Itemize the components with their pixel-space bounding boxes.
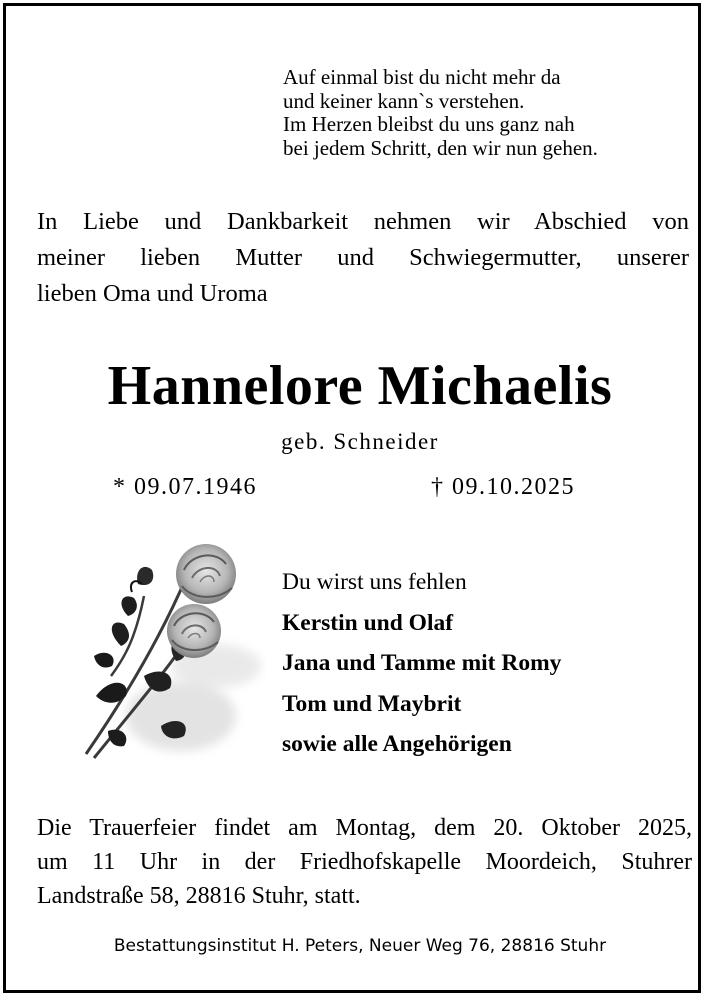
deceased-name: Hannelore Michaelis — [107, 355, 613, 417]
undertaker-address: Bestattungsinstitut H. Peters, Neuer Weg 76, 28816 Stuhr — [113, 936, 607, 956]
intro-line: meiner lieben Mutter und Schwiegermutter, unserer — [37, 244, 689, 271]
intro-text — [37, 204, 689, 312]
poem-line: bei jedem Schritt, den wir nun gehen. — [283, 135, 598, 160]
ceremony-info — [37, 811, 692, 913]
ceremony-line: Die Trauerfeier findet am Montag, dem 20. Oktober 2025, — [37, 815, 692, 841]
farewell-line: Du wirst uns fehlen — [282, 569, 467, 595]
obituary-frame — [3, 3, 701, 993]
family-member: Tom und Maybrit — [282, 690, 462, 717]
family-member: sowie alle Angehörigen — [282, 731, 512, 757]
death-date: † 09.10.2025 — [431, 474, 575, 500]
poem-line: und keiner kann`s verstehen. — [283, 88, 525, 113]
ceremony-line: um 11 Uhr in der Friedhofskapelle Moordeich, Stuhrer — [37, 849, 692, 875]
ceremony-line: Landstraße 58, 28816 Stuhr, statt. — [37, 883, 361, 909]
maiden-name: geb. Schneider — [281, 429, 439, 454]
family-signatures — [282, 562, 702, 765]
poem-line: Im Herzen bleibst du uns ganz nah — [283, 112, 575, 136]
family-member: Kerstin und Olaf — [282, 609, 454, 636]
poem — [283, 66, 683, 160]
intro-line: In Liebe und Dankbarkeit nehmen wir Abschied von — [37, 208, 689, 235]
family-member: Jana und Tamme mit Romy — [282, 650, 562, 676]
intro-line: lieben Oma und Uroma — [37, 280, 268, 307]
poem-line: Auf einmal bist du nicht mehr da — [283, 65, 561, 89]
birth-date: * 09.07.1946 — [113, 474, 257, 500]
roses-illustration-icon — [66, 526, 266, 786]
